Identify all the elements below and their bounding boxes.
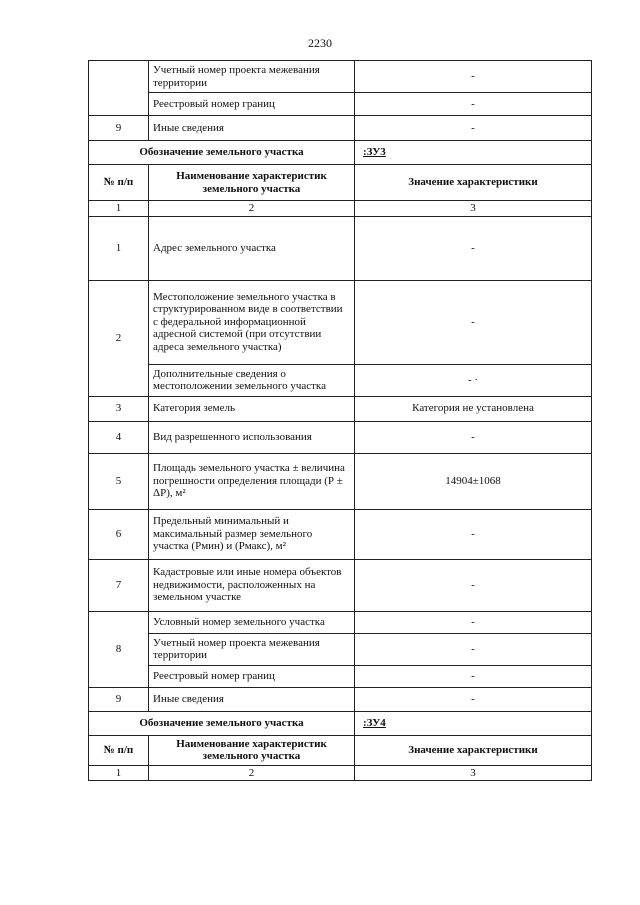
table-row <box>89 509 592 559</box>
cell-value: 14904±1068 <box>355 453 592 509</box>
cell-value: - <box>355 216 592 280</box>
cell-num: 3 <box>89 396 149 421</box>
col-header-value: Значение характеристики <box>355 735 592 765</box>
cell-num: 6 <box>89 509 149 559</box>
col-index-3: 3 <box>355 201 592 217</box>
col-index-2: 2 <box>149 201 355 217</box>
table-row <box>89 364 592 396</box>
table-row <box>89 453 592 509</box>
designation-label: Обозначение земельного участка <box>89 141 355 165</box>
cell-num <box>89 61 149 116</box>
cell-num: 1 <box>89 216 149 280</box>
cell-num: 9 <box>89 687 149 711</box>
col-header-name: Наименование характеристик земельного участка <box>149 735 355 765</box>
index-row <box>89 765 592 781</box>
table-row <box>89 687 592 711</box>
cell-label: Вид разрешенного использования <box>149 421 355 453</box>
cell-label: Категория земель <box>149 396 355 421</box>
land-plot-table <box>88 60 592 781</box>
cell-label: Кадастровые или иные номера объектов недвижимости, расположенных на земельном участке <box>149 559 355 611</box>
index-row <box>89 201 592 217</box>
table-row <box>89 665 592 687</box>
cell-value: Категория не установлена <box>355 396 592 421</box>
cell-label: Иные сведения <box>149 687 355 711</box>
cell-num: 4 <box>89 421 149 453</box>
cell-label: Условный номер земельного участка <box>149 611 355 633</box>
cell-label: Учетный номер проекта межевания территории <box>149 633 355 665</box>
col-index-3: 3 <box>355 765 592 781</box>
cell-label: Учетный номер проекта межевания территории <box>149 61 355 93</box>
col-header-name: Наименование характеристик земельного участка <box>149 165 355 201</box>
table-row <box>89 280 592 364</box>
cell-num: 8 <box>89 611 149 687</box>
cell-label: Адрес земельного участка <box>149 216 355 280</box>
cell-label: Реестровый номер границ <box>149 93 355 116</box>
cell-value: - <box>355 421 592 453</box>
cell-value: - <box>355 93 592 116</box>
header-row <box>89 165 592 201</box>
cell-label: Реестровый номер границ <box>149 665 355 687</box>
section-row-zu3 <box>89 141 592 165</box>
cell-label: Площадь земельного участка ± величина погрешности определения площади (Р ± ΔР), м² <box>149 453 355 509</box>
cell-num: 5 <box>89 453 149 509</box>
col-index-1: 1 <box>89 765 149 781</box>
header-row <box>89 735 592 765</box>
table-row <box>89 61 592 93</box>
table-row <box>89 93 592 116</box>
cell-value: - <box>355 633 592 665</box>
cell-label: Местоположение земельного участка в структурированном виде в соответствии с федеральной информационной адресной системой (при отсутствии адреса земельного участка) <box>149 280 355 364</box>
table-row <box>89 421 592 453</box>
col-header-num: № п/п <box>89 165 149 201</box>
col-header-num: № п/п <box>89 735 149 765</box>
table-row <box>89 559 592 611</box>
cell-label: Предельный минимальный и максимальный размер земельного участка (Рмин) и (Рмакс), м² <box>149 509 355 559</box>
cell-value: - <box>355 559 592 611</box>
cell-value: - <box>355 665 592 687</box>
table-row <box>89 396 592 421</box>
page-number: 2230 <box>308 36 332 50</box>
cell-value: - · <box>355 364 592 396</box>
cell-value: - <box>355 687 592 711</box>
table-row <box>89 116 592 141</box>
table-row <box>89 216 592 280</box>
section-row-zu4 <box>89 711 592 735</box>
cell-label: Дополнительные сведения о местоположении земельного участка <box>149 364 355 396</box>
cell-value: - <box>355 61 592 93</box>
table-row <box>89 611 592 633</box>
cell-value: - <box>355 611 592 633</box>
table-row <box>89 633 592 665</box>
cell-num: 2 <box>89 280 149 396</box>
cell-num: 9 <box>89 116 149 141</box>
cell-label: Иные сведения <box>149 116 355 141</box>
designation-label: Обозначение земельного участка <box>89 711 355 735</box>
cell-value: - <box>355 280 592 364</box>
col-header-value: Значение характеристики <box>355 165 592 201</box>
col-index-1: 1 <box>89 201 149 217</box>
cell-num: 7 <box>89 559 149 611</box>
cell-value: - <box>355 509 592 559</box>
col-index-2: 2 <box>149 765 355 781</box>
cell-value: - <box>355 116 592 141</box>
plot-code: :ЗУ3 <box>355 141 592 165</box>
plot-code: :ЗУ4 <box>355 711 592 735</box>
